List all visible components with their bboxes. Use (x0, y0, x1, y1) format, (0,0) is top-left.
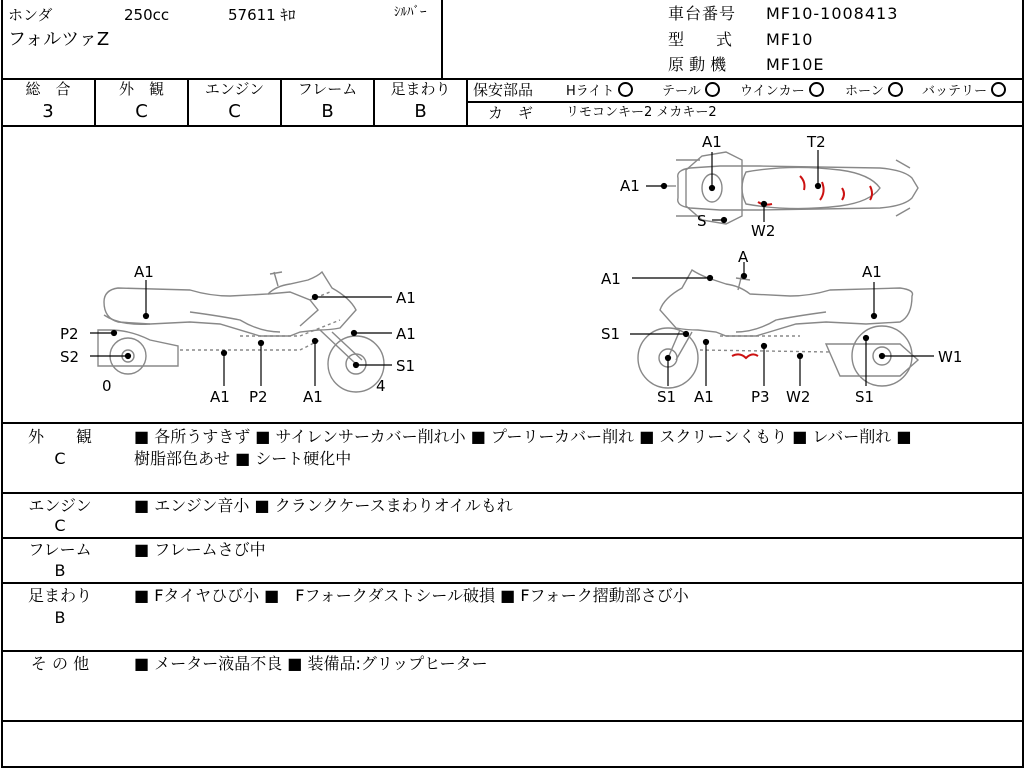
diagram-label: 4 (376, 377, 386, 395)
type-label: 型 式 (668, 30, 733, 49)
rating-value-suspension: B (414, 101, 427, 122)
frame-no-label: 車台番号 (668, 4, 737, 23)
damage-mark (870, 186, 872, 200)
diagram-labels-right (601, 248, 962, 406)
circle-ok-icon (991, 82, 1006, 97)
mileage: 57611 ｷﾛ (228, 6, 296, 24)
diagram-label: A (738, 248, 749, 266)
notes-exterior-grade: C (54, 449, 66, 468)
safety-item-horn (845, 82, 903, 100)
scooter-left-side-drawing (98, 272, 384, 392)
diagram-label: A1 (396, 325, 416, 343)
safety-item-tail (662, 82, 720, 100)
diagram-label: A1 (862, 263, 882, 281)
safety-item-battery (922, 82, 1006, 100)
notes-frame-line-1: ■ フレームさび中 (134, 540, 266, 559)
diagram-label: W1 (938, 348, 963, 366)
diagram-label: T2 (807, 133, 826, 151)
diagram-label: W2 (786, 388, 811, 406)
notes-line-3 (1, 582, 1022, 584)
diagram-label: 0 (102, 377, 112, 395)
diagram-bottom-line (1, 422, 1022, 424)
notes-exterior-label: 外 観 (27, 427, 92, 446)
diagram-label: A1 (702, 133, 722, 151)
notes-line-5 (1, 720, 1022, 722)
safety-item-label: ホーン (845, 84, 884, 99)
type-value: MF10 (766, 30, 814, 49)
circle-ok-icon (888, 82, 903, 97)
notes-suspension-line-1: ■ Fタイヤひび小 ■ Fフォークダストシール破損 ■ Fフォーク摺動部さび小 (134, 586, 689, 605)
notes-line-4 (1, 650, 1022, 652)
diagram-label: A1 (303, 388, 323, 406)
damage-mark (732, 354, 758, 358)
rating-value-frame: B (321, 101, 334, 122)
diagram-label: P2 (249, 388, 268, 406)
safety-label: 保安部品 (473, 81, 534, 99)
header-divider (441, 0, 443, 79)
diagram-label: P2 (60, 325, 79, 343)
safety-item-winker (740, 82, 824, 100)
diagram-label: S1 (396, 357, 416, 375)
damage-diagram (0, 127, 1024, 421)
notes-suspension-grade: B (54, 608, 66, 627)
diagram-label: A1 (601, 270, 621, 288)
rating-value-overall: 3 (42, 101, 54, 122)
damage-mark (800, 176, 805, 190)
notes-engine-line-1: ■ エンジン音小 ■ クランクケースまわりオイルもれ (134, 496, 513, 515)
notes-frame-label: フレーム (28, 540, 92, 559)
diagram-label: A1 (210, 388, 230, 406)
rating-value-exterior: C (135, 101, 148, 122)
rating-value-engine: C (228, 101, 241, 122)
rating-col-line-5 (466, 78, 468, 126)
diagram-label: S1 (601, 325, 621, 343)
scooter-right-side-drawing (638, 270, 918, 388)
damage-mark (842, 188, 844, 200)
diagram-label: A1 (134, 263, 154, 281)
safety-item-headlight (566, 82, 633, 100)
diagram-label: S (697, 212, 707, 230)
diagram-label: A1 (396, 289, 416, 307)
key-label: カ ギ (488, 104, 534, 122)
circle-ok-icon (705, 82, 720, 97)
safety-item-label: テール (662, 84, 701, 99)
diagram-label: A1 (694, 388, 714, 406)
notes-suspension-label: 足まわり (27, 586, 92, 605)
notes-frame-grade: B (54, 561, 66, 580)
diagram-label: W2 (751, 222, 776, 240)
diagram-label: P3 (751, 388, 770, 406)
frame-no: MF10-1008413 (766, 4, 899, 23)
circle-ok-icon (618, 82, 633, 97)
circle-ok-icon (809, 82, 824, 97)
ratings-mid-line (467, 101, 1022, 103)
rating-header-exterior: 外 観 (118, 80, 164, 98)
displacement: 250cc (124, 6, 170, 24)
rating-header-overall: 総 合 (25, 80, 71, 98)
notes-other-line-1: ■ メーター液晶不良 ■ 装備品:グリップヒーター (134, 654, 488, 673)
diagram-label: S2 (60, 348, 80, 366)
rating-header-frame: フレーム (297, 80, 358, 98)
notes-exterior-line-2: 樹脂部色あせ ■ シート硬化中 (134, 449, 352, 468)
diagram-label: S1 (855, 388, 875, 406)
safety-item-label: ウインカー (740, 84, 805, 99)
notes-engine-grade: C (54, 516, 66, 535)
engine-label: 原 動 機 (668, 55, 727, 74)
model-name: フォルツァZ (8, 29, 110, 50)
notes-engine-label: エンジン (28, 496, 92, 515)
safety-item-label: バッテリー (922, 84, 988, 99)
safety-item-label: Hライト (566, 84, 615, 99)
maker: ホンダ (8, 6, 53, 24)
notes-other-label: そ の 他 (30, 654, 90, 673)
diagram-label: A1 (620, 177, 640, 195)
engine-value: MF10E (766, 55, 825, 74)
notes-line-1 (1, 492, 1022, 494)
notes-exterior-line-1: ■ 各所うすきず ■ サイレンサーカバー削れ小 ■ プーリーカバー削れ ■ スクリーンくもり ■ レバー削れ ■ (134, 427, 912, 446)
diagram-label: S1 (657, 388, 677, 406)
rating-header-suspension: 足まわり (390, 80, 451, 98)
rating-header-engine: エンジン (204, 80, 265, 98)
color: ｼﾙﾊﾞｰ (394, 5, 427, 20)
key-value: リモコンキー2 メカキー2 (566, 105, 717, 120)
